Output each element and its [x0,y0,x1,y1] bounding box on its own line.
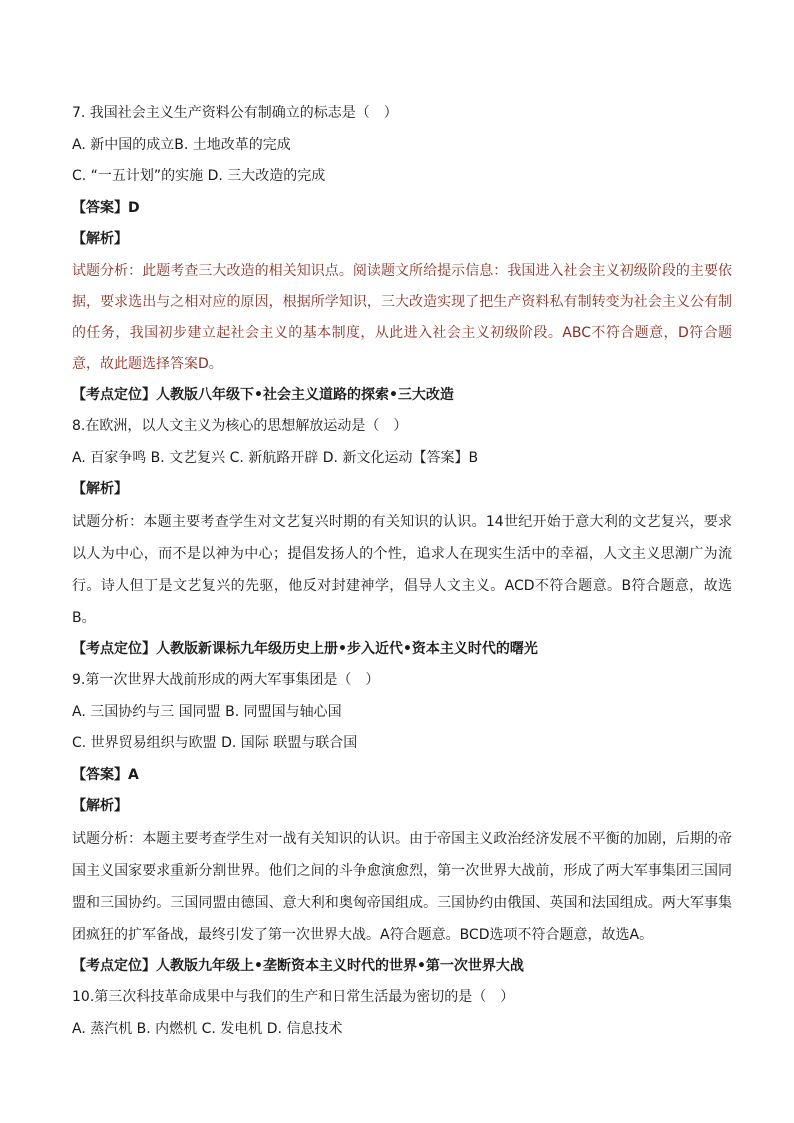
question-10-stem: 10.第三次科技革命成果中与我们的生产和日常生活最为密切的是（ ） [72,989,515,1005]
question-9-answer: 【答案】A [72,766,139,783]
question-7-stem: 7. 我国社会主义生产资料公有制确立的标志是（ ） [72,105,398,121]
question-8-analysis-label: 【解析】 [72,481,128,497]
question-7-analysis-label: 【解析】 [72,231,128,247]
question-9-analysis: 试题分析：本题主要考查学生对一战有关知识的认识。由于帝国主义政治经济发展不平衡的加剧，后期的帝国主义国家要求重新分割世界。他们之间的斗争愈演愈烈，第一次世界大战前，形成了两大军事集团三国同盟和三国协约。三国同盟由德国、意大利和奥匈帝国组成。三国协约由俄国、英国和法国组成。两大军事集团疯狂的扩军备战，最终引发了第一次世界大战。A符合题意。BCD选项不符合题意，故选A。 [72,830,732,943]
question-7-options-1: A. 新中国的成立B. 土地改革的完成 [72,136,291,153]
question-9-analysis-label: 【解析】 [72,798,128,814]
question-9-kaodian: 【考点定位】人教版九年级上•垄断资本主义时代的世界•第一次世界大战 [72,957,524,974]
question-8-options: A. 百家争鸣 B. 文艺复兴 C. 新航路开辟 D. 新文化运动【答案】B [72,449,479,466]
question-7-options-2: C. “一五计划”的实施 D. 三大改造的完成 [72,168,326,184]
question-8-stem: 8.在欧洲，以人文主义为核心的思想解放运动是（ ） [72,418,408,434]
question-9-options-2: C. 世界贸易组织与欧盟 D. 国际 联盟与联合国 [72,735,358,751]
question-7-kaodian: 【考点定位】人教版八年级下•社会主义道路的探索•三大改造 [72,386,454,403]
question-8-analysis: 试题分析：本题主要考查学生对文艺复兴时期的有关知识的认识。14世纪开始于意大利的文艺复兴，要求以人为中心，而不是以神为中心；提倡发扬人的个性，追求人在现实生活中的幸福，人文主义思潮广为流行。诗人但丁是文艺复兴的先驱，他反对封建神学，倡导人文主义。ACD不符合题意。B符合题意，故选B。 [72,513,732,626]
question-7-answer: 【答案】D [72,199,140,216]
question-9-stem: 9.第一次世界大战前形成的两大军事集团是（ ） [72,672,380,688]
question-10-options: A. 蒸汽机 B. 内燃机 C. 发电机 D. 信息技术 [72,1020,343,1037]
document-page [72,98,732,1045]
question-8-kaodian: 【考点定位】人教版新课标九年级历史上册•步入近代•资本主义时代的曙光 [72,640,538,657]
question-7-analysis: 试题分析：此题考查三大改造的相关知识点。阅读题文所给提示信息：我国进入社会主义初级阶段的主要依据，要求选出与之相对应的原因，根据所学知识，三大改造实现了把生产资料私有制转变为社会主义公有制的任务，我国初步建立起社会主义的基本制度，从此进入社会主义初级阶段。ABC不符合题意，D符合题意，故此题选择答案D。 [72,262,732,372]
question-9-options-1: A. 三国协约与三 国同盟 B. 同盟国与轴心国 [72,703,342,720]
